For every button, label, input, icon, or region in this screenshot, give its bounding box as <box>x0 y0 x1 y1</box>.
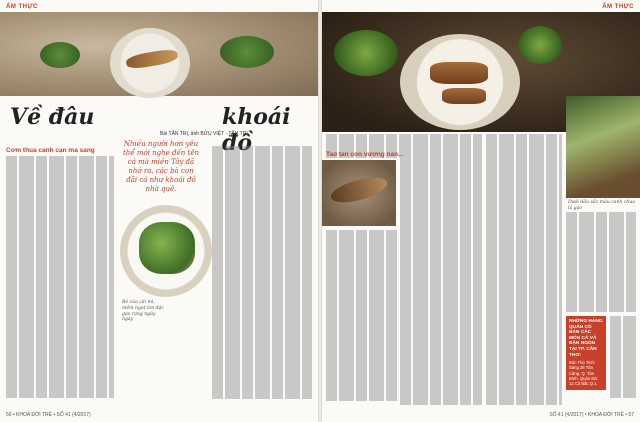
market-photo <box>566 96 640 198</box>
article-title-part2: khoái đồ <box>222 104 291 156</box>
footer-right: SỐ 41 (4/2017) • KHOA ĐỜI TRẺ • 57 <box>549 412 634 418</box>
pull-quote: Nhiều người hơn yêu thể mới nghe đến tên cá mà miền Tây đã nhớ ra, các bà con đãi cá như khoái đồ nhà quê. <box>122 140 200 193</box>
herb-bunch <box>40 42 80 68</box>
byline: Bài TẤN TRỊ, ảnh BỬU VIỆT - TẤN TRỊ <box>160 131 248 137</box>
herb-bunch <box>220 36 274 68</box>
body-column-3b <box>326 230 398 410</box>
article-title-part1: Về đâu <box>10 104 95 130</box>
left-page <box>0 0 318 422</box>
body-column-1 <box>6 156 114 408</box>
photo-caption-left: Bé của cái mì, mềm ngọt lòn đặc gạo rang ngày ngày <box>122 300 164 323</box>
section-tag-left: ẨM THỰC <box>6 4 38 10</box>
footer-left: 56 • KHOA ĐỜI TRẺ • SỐ 41 (4/2017) <box>6 412 91 418</box>
greens <box>334 30 398 76</box>
body-column-4 <box>486 134 562 410</box>
sidebar-title: NHỮNG HÀNG QUÁN CÓ BÁN CÁC MÓN CÁ VÀ ĐẶN NGÒN TẠI TP. CẦN THƠ: <box>569 319 603 358</box>
body-column-2 <box>212 146 312 408</box>
body-column-5 <box>566 212 636 314</box>
salad <box>139 222 195 274</box>
fish-photo <box>322 160 396 226</box>
subhead-2: Tao tan con vương nan... <box>326 151 404 158</box>
greens <box>518 26 562 64</box>
right-page <box>322 0 640 422</box>
sidebar-body: Bún Thọ Tinh: Sáng 28 Tân Cảng, Q. Tân Bình. Quán Đá: 12 Cô Bắc Q.1. <box>569 360 598 386</box>
body-column-3 <box>400 134 482 410</box>
fish <box>328 173 389 207</box>
subhead-1: Cơm thua canh cạn ma sang <box>6 147 95 154</box>
restaurant-sidebar <box>566 316 606 390</box>
section-tag-right: ẨM THỰC <box>602 4 634 10</box>
fish-piece <box>430 62 488 84</box>
fish-dish-photo <box>0 12 318 96</box>
body-column-6 <box>610 316 636 408</box>
photo-caption-right: Dưới dấu sắc màu canh chua lá gạo <box>568 200 636 211</box>
fish-piece <box>442 88 486 104</box>
